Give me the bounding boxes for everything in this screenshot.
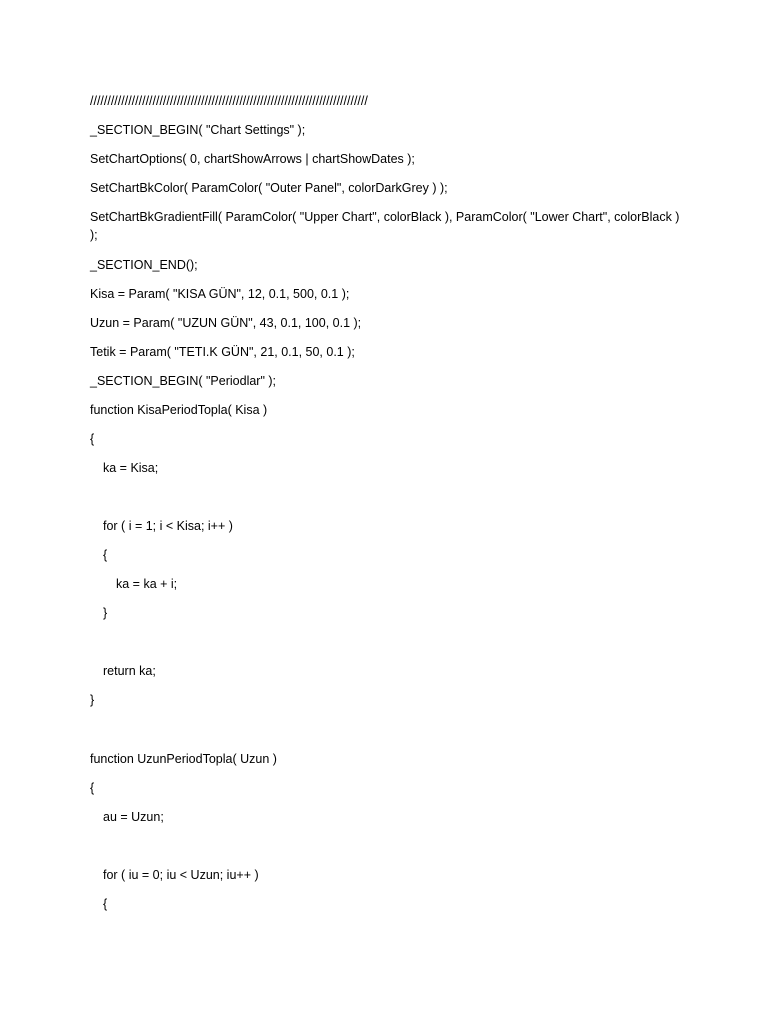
code-line: au = Uzun; (103, 810, 164, 824)
code-line: SetChartBkColor( ParamColor( "Outer Panel", colorDarkGrey ) ); (90, 181, 448, 195)
code-line: Uzun = Param( "UZUN GÜN", 43, 0.1, 100, 0.1 ); (90, 316, 362, 330)
code-line: { (103, 548, 108, 562)
code-line: _SECTION_BEGIN( "Periodlar" ); (90, 374, 277, 388)
code-line: function UzunPeriodTopla( Uzun ) (90, 752, 277, 766)
code-line: Kisa = Param( "KISA GÜN", 12, 0.1, 500, 0.1 ); (90, 287, 350, 301)
code-line: { (103, 897, 108, 911)
code-line: } (103, 606, 108, 620)
code-line: Tetik = Param( "TETI.K GÜN", 21, 0.1, 50, 0.1 ); (90, 345, 355, 359)
code-line: for ( i = 1; i < Kisa; i++ ) (103, 519, 233, 533)
code-line: { (90, 781, 95, 795)
code-line: ka = ka + i; (116, 577, 178, 591)
code-line: return ka; (103, 664, 156, 678)
separator-line: //////////////////////////////////////////////////////////////////////////////// (90, 94, 368, 108)
code-line: function KisaPeriodTopla( Kisa ) (90, 403, 268, 417)
code-line: SetChartBkGradientFill( ParamColor( "Upper Chart", colorBlack ), ParamColor( "Lower Chart", colorBlack ) ); (90, 210, 680, 242)
code-line: SetChartOptions( 0, chartShowArrows | chartShowDates ); (90, 152, 415, 166)
code-line: { (90, 432, 95, 446)
code-line: _SECTION_END(); (90, 258, 198, 272)
code-line: for ( iu = 0; iu < Uzun; iu++ ) (103, 868, 259, 882)
code-line: ka = Kisa; (103, 461, 159, 475)
code-line: _SECTION_BEGIN( "Chart Settings" ); (90, 123, 306, 137)
code-line: } (90, 693, 95, 707)
